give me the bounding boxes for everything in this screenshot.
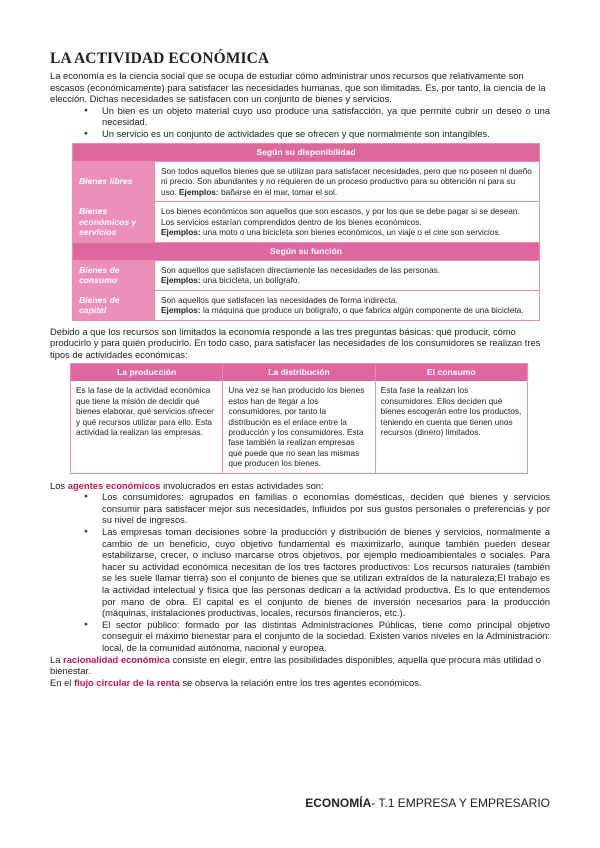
footer-subject: ECONOMÍA <box>305 796 372 810</box>
list-item: ● Un bien es un objeto material cuyo uso produce una satisfacción, ya que permite cubrir un deseo o una necesidad. <box>102 105 550 128</box>
footer-topic: - T.1 EMPRESA Y EMPRESARIO <box>371 796 550 810</box>
flow-pre: En el <box>50 676 74 688</box>
table-row <box>73 201 539 242</box>
agents-highlight: agentes económicos <box>67 479 161 491</box>
rationality-highlight: racionalidad económica <box>63 653 170 665</box>
list-item: ● Los consumidores: agrupados en familias o economías domésticas, deciden qué bienes y servicios consumir para satisfacer mejor sus necesidades, influidos por sus gustos personales o preferencias y por su nivel de ingresos. <box>102 491 550 526</box>
row-label: Bienes de consumo <box>73 261 155 290</box>
page-title: LA ACTIVIDAD ECONÓMICA <box>50 50 270 67</box>
column-header: La distribución <box>223 364 374 381</box>
table-row <box>73 290 539 320</box>
examples-label: Ejemplos: <box>161 275 201 286</box>
examples-text: bañarse en el mar, tomar el sol. <box>220 186 338 197</box>
table-row <box>73 260 539 290</box>
activity-column <box>71 364 222 472</box>
column-header: El consumo <box>376 364 527 381</box>
row-description: Los bienes económicos son aquellos que son escasos, y por los que se debe pagar si se desean. Los servicios estarían comprendidos dentro de los bienes económicos. <box>161 206 520 227</box>
flow-paragraph <box>50 677 550 689</box>
bullet-list-2 <box>50 491 550 653</box>
activity-column <box>222 364 374 472</box>
row-description: Son todos aquellos bienes que se utilizan para satisfacer necesidades, pero que no poseen ni dueño ni precio. Son abundantes y no requieren de un proceso productivo para su obtención ni para su uso. <box>161 165 532 197</box>
column-text: Una vez se han producido los bienes estos han de llegar a los consumidores, por tanto la distribución es el enlace entre la producción y los consumidores. Esta fase también la realizan empresas que puede que no sean las mismas que producen los bienes. <box>228 385 365 469</box>
row-label: Bienes libres <box>73 162 155 202</box>
flow-post: se observa la relación entre los tres agentes económicos. <box>179 676 422 688</box>
page-footer <box>305 796 550 810</box>
table-header-function: Según su función <box>73 242 539 260</box>
rationality-pre: La <box>50 653 64 665</box>
list-item: ● Las empresas toman decisiones sobre la producción y distribución de bienes y servicios, normalmente a cambio de un beneficio, cuyo objetivo fundamental es maximizarlo, aunque también pueden desear estabilizarse, crecer, o incluso marcarse otros objetivos, por ejemplo medioambientales o sociales. Para hacer su actividad económica necesitan de los tres factores productivos: Los recursos naturales (también se les suele llamar tierra) son el conjunto de bienes que se utilizan extraídos de la naturaleza;El trabajo es la actividad intelectual y física que las personas dedican a la actividad productiva. Es lo que entendemos por mano de obra. El capital es el conjunto de bienes de inversión necesarios para la producción (máquinas, instalaciones productivas, locales, recursos financieros, etc.). <box>102 526 550 619</box>
row-description: Son aquellos que satisfacen directamente las necesidades de las personas. <box>161 264 441 275</box>
agents-post: involucrados en estas actividades son: <box>160 479 324 491</box>
document-page <box>50 50 550 688</box>
column-text: Es la fase de la actividad económica que tiene la misión de decidir qué bienes elaborar, qué servicios ofrecer y qué recursos utilizar para ello. Esta actividad la realizan las empresas. <box>76 385 214 437</box>
row-label: Bienes económicos y servicios <box>73 202 155 242</box>
column-header: La producción <box>71 364 222 381</box>
rationality-post: consiste en elegir, entre las posibilidades disponibles, aquella que procura más utilidad o bienestar. <box>50 653 541 677</box>
examples-text: la máquina que produce un bolígrafo, o que fabrica algún componente de una bicicleta. <box>202 305 524 316</box>
list-item: ● Un servicio es un conjunto de actividades que se ofrecen y que normalmente son intangibles. <box>102 128 550 140</box>
row-text <box>155 261 539 290</box>
examples-label: Ejemplos: <box>179 186 219 197</box>
rationality-paragraph <box>50 654 550 677</box>
list-item: ● El sector público: formado por las distintas Administraciones Públicas, tiene como principal objetivo conseguir el máximo bienestar para el conjunto de la sociedad. Existen varios niveles en la Administración: local, de la comunidad autónoma, nacional y europea. <box>102 619 550 654</box>
intro-paragraph: La economía es la ciencia social que se ocupa de estudiar cómo administrar unos recursos que relativamente son escasos (económicamente) para satisfacer las necesidades humanas, que son ilimitadas. Es, por tanto, la ciencia de la elección. Dichas necesidades se satisfacen con un conjunto de bienes y servicios. <box>50 70 546 105</box>
agents-pre: Los <box>50 479 68 491</box>
flow-highlight: flujo circular de la renta <box>73 676 180 688</box>
row-text <box>155 162 539 202</box>
table-row <box>73 161 539 202</box>
row-description: Son aquellos que satisfacen las necesidades de forma indirecta. <box>161 294 398 305</box>
examples-text: una bicicleta, un bolígrafo. <box>202 275 300 286</box>
activity-column <box>375 364 527 472</box>
row-label: Bienes de capital <box>73 291 155 320</box>
goods-classification-table <box>72 143 540 321</box>
table-header-availability: Según su disponibilidad <box>73 144 539 161</box>
bullet-list-1 <box>50 105 550 140</box>
examples-label: Ejemplos: <box>161 305 201 316</box>
row-text <box>155 202 539 242</box>
activities-table <box>70 363 528 473</box>
column-text: Esta fase la realizan los consumidores. Ellos deciden qué bienes escogerán entre los productos, teniendo en cuenta que tienen unos recursos (dinero) limitados. <box>380 385 522 437</box>
examples-label: Ejemplos: <box>161 227 201 238</box>
examples-text: una moto o una bicicleta son bienes económicos, un viaje o el cine son servicios. <box>202 227 501 238</box>
activities-paragraph: Debido a que los recursos son limitados la economía responde a las tres preguntas básicas: qué producir, cómo producirlo y para quién producirlo. En todo caso, para satisfacer las necesidades de los consumidores se realizan tres tipos de actividades económicas: <box>50 325 541 360</box>
agents-intro <box>50 480 550 492</box>
row-text <box>155 291 539 320</box>
